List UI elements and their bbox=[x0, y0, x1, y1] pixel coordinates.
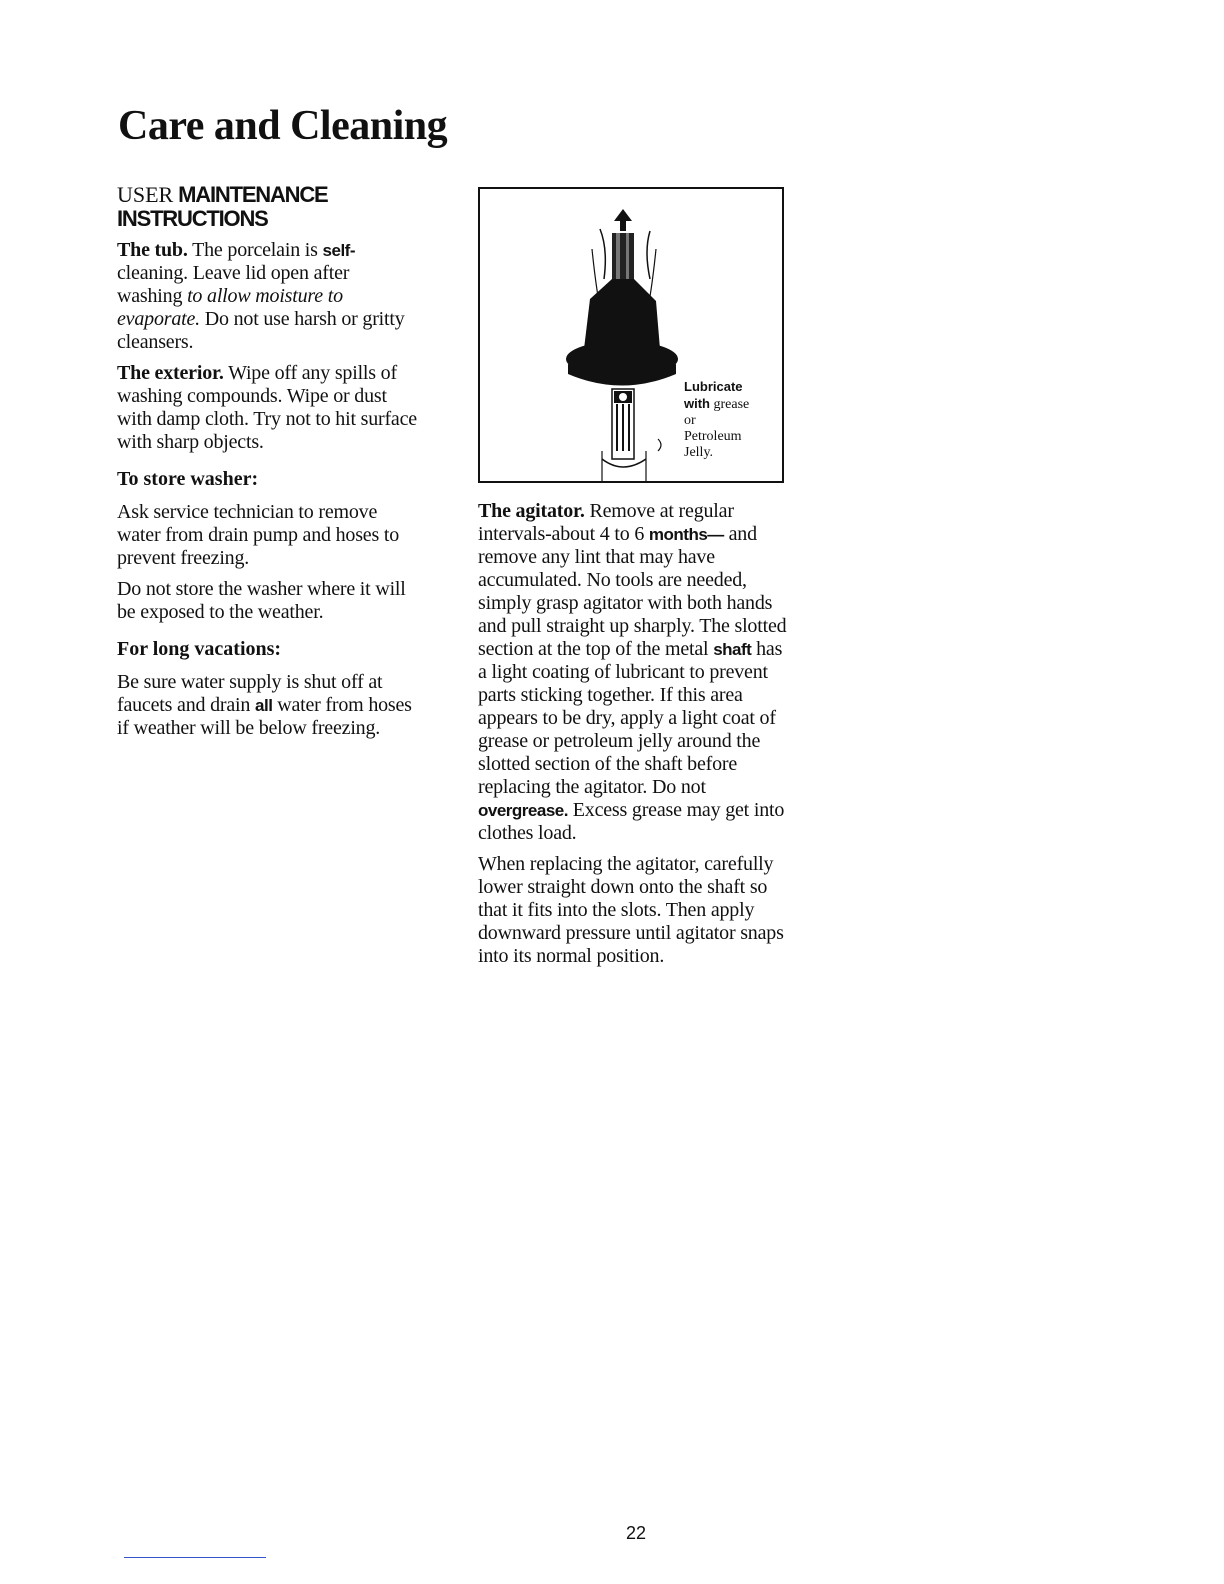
left-column bbox=[117, 183, 417, 748]
agitator-lead: The agitator. bbox=[478, 500, 585, 522]
caption-with: with bbox=[684, 396, 710, 411]
page-title: Care and Cleaning bbox=[118, 103, 448, 149]
replacing-paragraph: When replacing the agitator, carefully lower straight down onto the shaft so that it fits into the slots. Then apply downward pressure until agitator snaps into its normal position. bbox=[478, 853, 784, 967]
exterior-text: Wipe off any spills of washing compounds. Wipe or dust with damp cloth. Try not to hit surface with sharp objects. bbox=[117, 362, 417, 453]
section-title bbox=[117, 183, 417, 231]
figure-caption bbox=[684, 379, 749, 461]
agitator-paragraph bbox=[478, 500, 788, 845]
section-title-line2: INSTRUCTIONS bbox=[117, 206, 268, 231]
tub-paragraph bbox=[117, 239, 417, 354]
agitator-text1: Remove at regular intervals-about 4 to 6 bbox=[478, 500, 734, 545]
vacation-heading: For long vacations: bbox=[117, 638, 282, 660]
vacation-text1: Be sure water supply is shut off at faucets and drain bbox=[117, 671, 383, 716]
agitator-text4: Excess grease may get into clothes load. bbox=[478, 799, 785, 844]
store-heading: To store washer: bbox=[117, 468, 259, 490]
caption-grease: grease bbox=[710, 397, 750, 412]
agitator-bold2: shaft bbox=[713, 640, 752, 659]
store-paragraph-2: Do not store the washer where it will be exposed to the weather. bbox=[117, 578, 406, 623]
agitator-bold3: overgrease. bbox=[478, 801, 568, 820]
tub-text2: cleaning. Leave lid open after washing bbox=[117, 262, 350, 307]
right-column bbox=[478, 500, 788, 976]
tub-text1: The porcelain is bbox=[187, 239, 323, 261]
caption-or: or bbox=[684, 413, 696, 428]
caption-petroleum: Petroleum bbox=[684, 429, 742, 444]
section-title-part2: MAINTENANCE bbox=[178, 182, 328, 207]
agitator-bold1: months— bbox=[648, 525, 724, 544]
section-title-part1: USER bbox=[117, 182, 174, 207]
tub-text3: Do not use harsh or gritty cleansers. bbox=[117, 308, 405, 353]
caption-lubricate: Lubricate bbox=[684, 379, 743, 394]
vacation-bold: all bbox=[255, 696, 273, 715]
caption-jelly: Jelly. bbox=[684, 445, 714, 460]
footer-divider bbox=[124, 1557, 266, 1558]
exterior-lead: The exterior. bbox=[117, 362, 224, 384]
vacation-text2: water from hoses if weather will be below freezing. bbox=[117, 694, 412, 739]
page-number: 22 bbox=[626, 1523, 647, 1543]
agitator-text2: and remove any lint that may have accumulated. No tools are needed, simply grasp agitator with both hands and pull straight up sharply. The slotted section at the top of the metal bbox=[478, 523, 787, 660]
tub-italic: to allow moisture to evaporate. bbox=[117, 285, 343, 330]
agitator-text3: has a light coating of lubricant to prevent parts sticking together. If this area appears to be dry, apply a light coat of grease or petroleum jelly around the slotted section of the shaft before replacing the agitator. Do not bbox=[478, 638, 783, 798]
agitator-figure bbox=[478, 187, 784, 483]
exterior-paragraph bbox=[117, 362, 417, 454]
store-paragraph-1: Ask service technician to remove water from drain pump and hoses to prevent freezing. bbox=[117, 501, 400, 569]
tub-lead: The tub. bbox=[117, 239, 188, 261]
vacation-paragraph bbox=[117, 671, 417, 740]
tub-bold: self- bbox=[322, 241, 356, 260]
